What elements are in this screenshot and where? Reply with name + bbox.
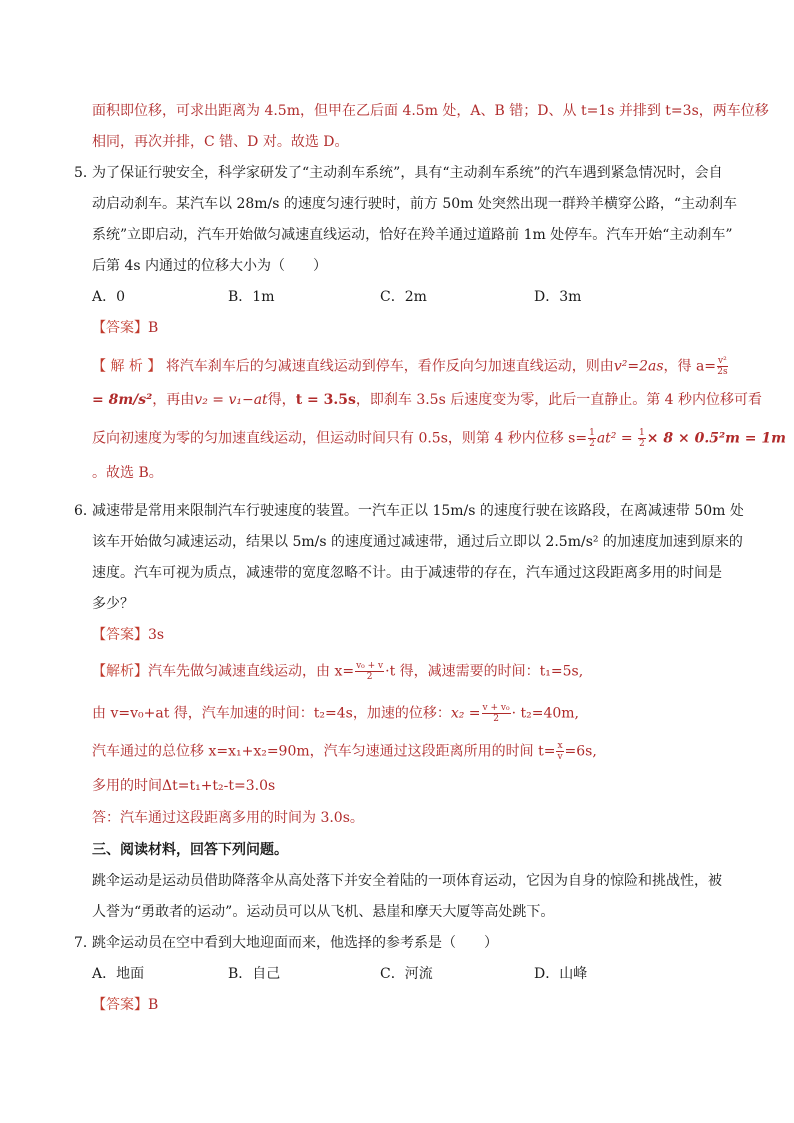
question-5-analysis-line-4: 。故选 B。	[92, 465, 163, 481]
question-number: 7．	[74, 935, 97, 951]
question-6-answer	[92, 625, 164, 645]
question-6-line-1: 6．减速带是常用来限制汽车行驶速度的装置。一汽车正以 15m/s 的速度行驶在该路段，在离减速带 50m 处	[74, 503, 744, 519]
question-5-line-3: 系统”立即启动，汽车开始做匀减速直线运动，恰好在羚羊通过道路前 1m 处停车。汽车开始“主动刹车”	[92, 227, 733, 243]
question-6-line-2: 该车开始做匀减速运动，结果以 5m/s 的速度通过减速带，通过后立即以 2.5m/s² 的加速度加速到原来的	[92, 534, 743, 550]
section-3-paragraph-line-2: 人誉为“勇敢者的运动”。运动员可以从飞机、悬崖和摩天大厦等高处跳下。	[92, 904, 555, 920]
answer-value: B	[148, 320, 159, 336]
question-6-analysis-line-2: 由 v=v₀+at 得，汽车加速的时间：t₂=4s，加速的位移：x₂ = $\frac{\text{v + v₀}}{2}$ · t₂=40m,	[92, 703, 579, 724]
option-a: A．地面	[92, 966, 145, 982]
question-5-line-1: 5．为了保证行驶安全，科学家研发了“主动刹车系统”，具有“主动刹车系统”的汽车遇到紧急情况时，会自	[74, 165, 723, 181]
prev-analysis-line-1: 面积即位移，可求出距离为 4.5m，但甲在乙后面 4.5m 处，A、B 错；D、从 t=1s 并排到 t=3s，两车位移	[92, 103, 769, 119]
question-5-analysis-line-1: 【 解 析 】 将汽车刹车后的匀减速直线运动到停车，看作反向匀加速直线运动，则由v²=2as，得 a= $\frac{\text{v²}}{2s}$	[92, 356, 728, 377]
question-5-line-2: 动启动刹车。某汽车以 28m/s 的速度匀速行驶时，前方 50m 处突然出现一群羚羊横穿公路，“主动刹车	[92, 196, 738, 212]
question-6-analysis-line-3: 汽车通过的总位移 x=x₁+x₂=90m，汽车匀速通过这段距离所用的时间 t= $\frac{x}{v}$ =6s,	[92, 741, 597, 762]
fraction-x-over-v: $\frac{x}{v}$	[557, 741, 563, 762]
question-5-answer	[92, 318, 158, 338]
option-b: B．自己	[228, 966, 281, 982]
fraction-v-plus-v0-over-2: $\frac{\text{v + v₀}}{2}$	[482, 703, 510, 724]
fraction-v2-over-2s: $\frac{\text{v²}}{2s}$	[717, 356, 728, 377]
analysis-label: 【解析】	[92, 663, 148, 680]
question-5-analysis-line-3: 反向初速度为零的匀加速直线运动，但运动时间只有 0.5s，则第 4 秒内位移 s= $\frac{1}{2}$ at² = $\frac{1}{2}$ × 8 × 0.5²m = 1m	[92, 428, 786, 449]
question-5-line-4: 后第 4s 内通过的位移大小为（ ）	[92, 258, 327, 274]
question-number: 6．	[74, 503, 97, 519]
answer-value: 3s	[148, 627, 165, 643]
prev-analysis-line-2: 相同，再次并排，C 错、D 对。故选 D。	[92, 134, 349, 150]
question-7-answer	[92, 995, 158, 1015]
answer-label: 【答案】	[92, 320, 148, 336]
analysis-label: 【 解 析 】	[92, 358, 162, 375]
question-6-line-4: 多少？	[92, 596, 134, 612]
question-6-analysis-line-1: 【解析】汽车先做匀减速直线运动，由 x= $\frac{\text{v₀ + v}}{2}$ ·t 得，减速需要的时间：t₁=5s,	[92, 661, 584, 682]
option-c: C．2m	[380, 289, 427, 305]
section-3-title: 三、阅读材料，回答下列问题。	[92, 842, 288, 858]
question-number: 5．	[74, 165, 97, 181]
option-d: D．山峰	[534, 966, 588, 982]
section-3-paragraph-line-1: 跳伞运动是运动员借助降落伞从高处落下并安全着陆的一项体育运动，它因为自身的惊险和挑战性，被	[92, 873, 722, 889]
fraction-one-half: $\frac{1}{2}$	[639, 428, 645, 449]
question-7-line-1: 7．跳伞运动员在空中看到大地迎面而来，他选择的参考系是（ ）	[74, 935, 498, 951]
option-b: B．1m	[228, 289, 275, 305]
question-6-line-3: 速度。汽车可视为质点，减速带的宽度忽略不计。由于减速带的存在，汽车通过这段距离多用的时间是	[92, 565, 722, 581]
fraction-v0-plus-v-over-2: $\frac{\text{v₀ + v}}{2}$	[356, 661, 384, 682]
question-5-analysis-line-2: = 8m/s²，再由v₂ = v₁−at得，t = 3.5s，即刹车 3.5s 后速度变为零，此后一直静止。第 4 秒内位移可看	[92, 392, 763, 408]
answer-value: B	[148, 997, 159, 1013]
question-6-analysis-line-4: 多用的时间Δt=t₁+t₂-t=3.0s	[92, 778, 276, 794]
fraction-one-half: $\frac{1}{2}$	[589, 428, 595, 449]
option-c: C．河流	[380, 966, 433, 982]
option-a: A．0	[92, 289, 126, 305]
answer-label: 【答案】	[92, 997, 148, 1013]
answer-label: 【答案】	[92, 627, 148, 643]
option-d: D．3m	[534, 289, 582, 305]
question-6-final-answer: 答：汽车通过这段距离多用的时间为 3.0s。	[92, 810, 364, 826]
